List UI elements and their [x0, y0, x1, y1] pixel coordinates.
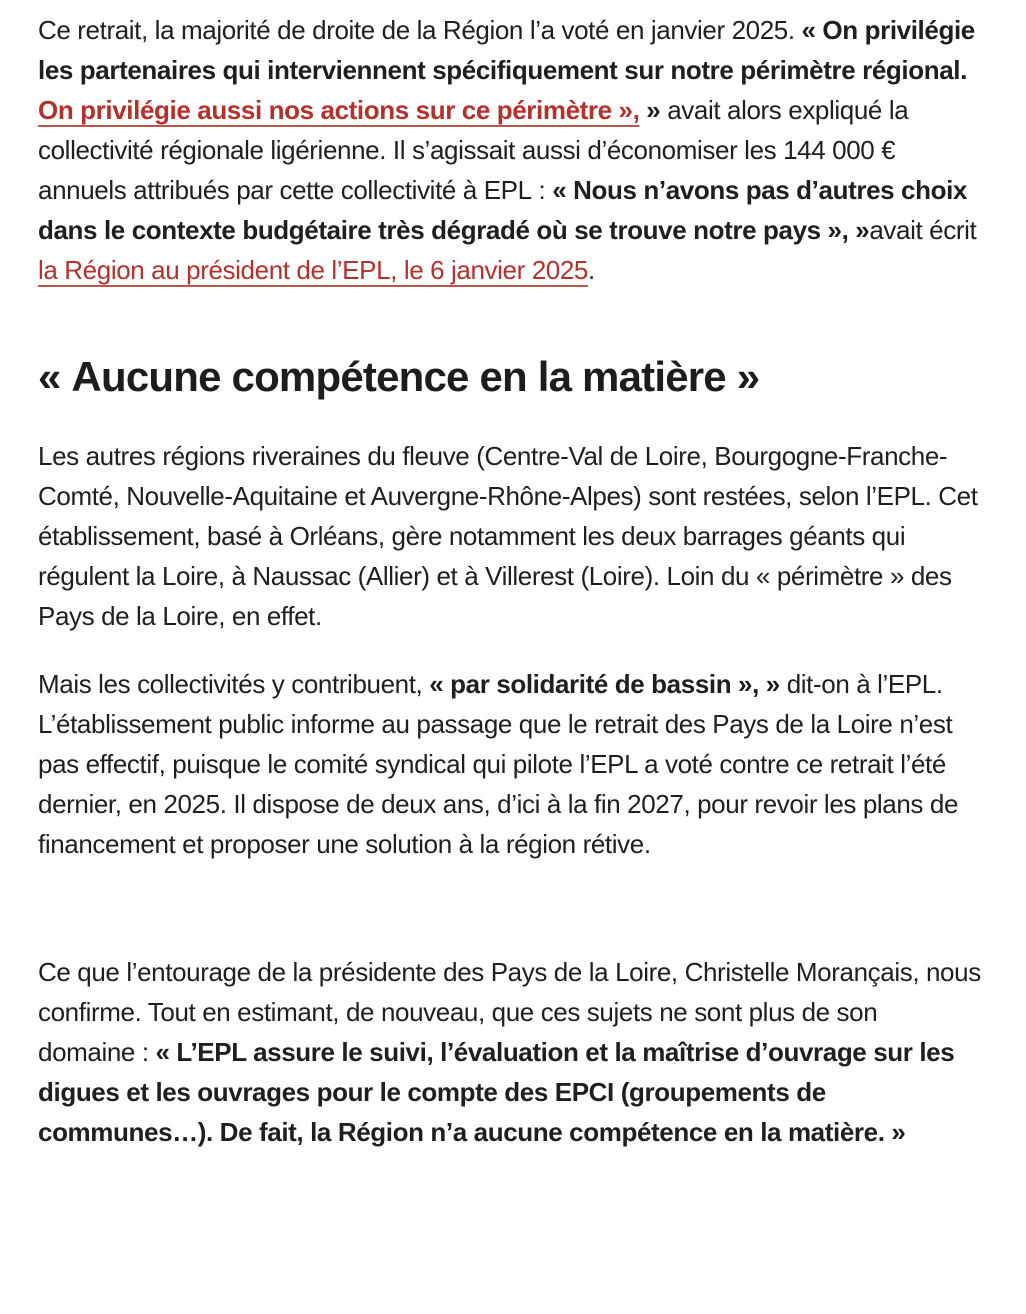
- text-run: avait alors expliqué la collectivité régionale ligérienne. Il s’agissait aussi d’économiser les 144 000 € annuels attribués par cette collectivité à EPL :: [38, 95, 909, 205]
- text-run: Les autres régions riveraines du fleuve (Centre-Val de Loire, Bourgogne-Franche-Comté, Nouvelle-Aquitaine et Auvergne-Rhône-Alpes) sont restées, selon l’EPL. Cet établissement, basé à Orléans, gère notamment les deux barrages géants qui régulent la Loire, à Naussac (Allier) et à Villerest (Loire). Loin du « périmètre » des Pays de la Loire, en effet.: [38, 441, 978, 631]
- text-run: Ce que l’entourage de la présidente des Pays de la Loire, Christelle Morançais, nous confirme. Tout en estimant, de nouveau, que ces sujets ne sont plus de son domaine :: [38, 957, 981, 1067]
- bold-quote-partenaires: « On privilégie les partenaires qui interviennent spécifiquement sur notre périmètre régional.: [38, 15, 975, 85]
- paragraph-autres-regions: [38, 436, 988, 636]
- text-run: dit-on à l’EPL. L’établissement public informe au passage que le retrait des Pays de la Loire n’est pas effectif, puisque le comité syndical qui pilote l’EPL a voté contre ce retrait l’été dernier, en 2025. Il dispose de deux ans, d’ici à la fin 2027, pour revoir les plans de financement et proposer une solution à la région rétive.: [38, 669, 959, 859]
- link-region-president-epl[interactable]: la Région au président de l’EPL, le 6 janvier 2025: [38, 255, 588, 285]
- bold-quote-epl-competence: « L’EPL assure le suivi, l’évaluation et la maîtrise d’ouvrage sur les digues et les ouvrages pour le compte des EPCI (groupements de communes…). De fait, la Région n’a aucune compétence en la matière. »: [38, 1037, 955, 1147]
- text-run: .: [588, 255, 595, 285]
- link-on-privilegie-perimetre[interactable]: On privilégie aussi nos actions sur ce périmètre »,: [38, 95, 640, 125]
- section-heading-aucune-competence: « Aucune compétence en la matière »: [38, 353, 760, 400]
- text-run: avait écrit: [869, 215, 977, 245]
- paragraph-solidarite-bassin: [38, 664, 988, 864]
- bold-closing-guillemet: »: [639, 95, 661, 125]
- paragraph-retrait-vote: [38, 10, 988, 290]
- text-run: Ce retrait, la majorité de droite de la Région l’a voté en janvier 2025.: [38, 15, 802, 45]
- bold-quote-solidarite: « par solidarité de bassin », »: [429, 669, 780, 699]
- bold-quote-budget: « Nous n’avons pas d’autres choix dans le contexte budgétaire très dégradé où se trouve notre pays », »: [38, 175, 967, 245]
- text-run: Mais les collectivités y contribuent,: [38, 669, 430, 699]
- paragraph-entourage-presidente: [38, 952, 988, 1152]
